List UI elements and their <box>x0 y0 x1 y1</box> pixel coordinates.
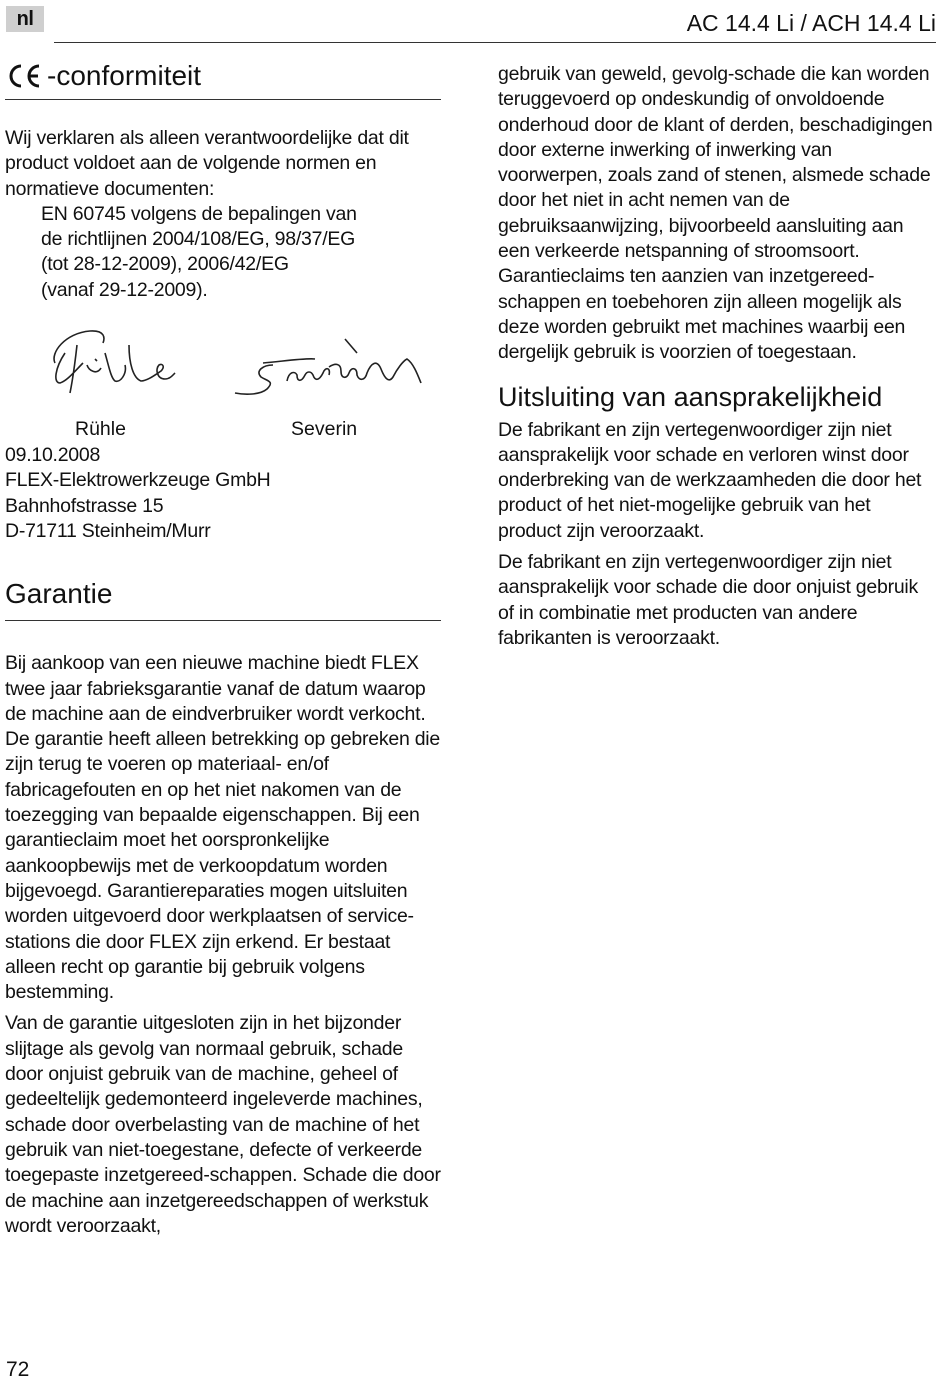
right-column <box>498 62 938 651</box>
garantie-paragraph: Van de garantie uitgesloten zijn in het bijzonder slijtage als gevolg van normaal gebruik, schade door onjuist gebruik van de machine, geheel of gedeeltelijk gedemonteerd ingeleverde machines, schade door overbelasting van de machine of het gebruik van niet-toegestane, defecte of verkeerde toegepaste inzetgereed-schappen. Schade die door de machine aan inzetgereedschappen of werkstuk wordt veroorzaakt, <box>5 1012 441 1237</box>
signer-name: Rühle <box>75 418 126 441</box>
ce-mark-icon <box>5 63 43 89</box>
ce-intro: Wij verklaren als alleen verantwoordelijke dat dit product voldoet aan de volgende normen en normatieve documenten: <box>5 127 409 200</box>
ce-norm-line: (vanaf 29-12-2009). <box>41 278 208 301</box>
ce-norm-line: de richtlijnen 2004/108/EG, 98/37/EG <box>41 228 356 251</box>
page-number: 72 <box>6 1358 30 1381</box>
liability-paragraph: De fabrikant en zijn vertegenwoordiger zijn niet aansprakelijk voor schade en verloren winst door onderbreking van de werkzaamheden die door het product of het niet-mogelijke gebruik van het product zijn veroorzaakt. <box>498 418 922 542</box>
garantie-paragraph: Bij aankoop van een nieuwe machine biedt FLEX twee jaar fabrieksgarantie vanaf de datum waarop de machine aan de eindverbruiker wordt verkocht. De garantie heeft alleen betrekking op gebreken die zijn terug te voeren op materiaal- en/of fabricagefouten en op het niet nakomen van de toezegging van bepaalde eigenschappen. Bij een garantieclaim moet het oorspronkelijke aankoopbewijs met de verkoopdatum worden bijgevoegd. Garantiereparaties mogen uitsluiten worden uitgevoerd door werkplaatsen of service-stations die door FLEX zijn erkend. Er bestaat alleen recht op garantie bij gebruik volgens bestemming. <box>5 652 440 1004</box>
company-street: Bahnhofstrasse 15 <box>5 494 164 517</box>
ce-heading <box>5 58 441 94</box>
language-tag: nl <box>6 6 44 32</box>
signer-name: Severin <box>291 418 358 441</box>
handwritten-signatures <box>5 323 441 421</box>
company-name: FLEX-Elektrowerkzeuge GmbH <box>5 469 271 492</box>
header-divider <box>54 42 936 43</box>
company-city: D-71711 Steinheim/Murr <box>5 519 211 542</box>
ce-heading-text: -conformiteit <box>47 60 202 91</box>
liability-paragraph: De fabrikant en zijn vertegenwoordiger zijn niet aansprakelijk voor schade die door onjuist gebruik of in combinatie met producten van andere fabrikanten is veroorzaakt. <box>498 551 919 649</box>
model-title: AC 14.4 Li / ACH 14.4 Li <box>686 10 936 36</box>
garantie-continued: gebruik van geweld, gevolg-schade die kan worden teruggevoerd op ondeskundig of onvoldoende onderhoud door de klant of derden, beschadigingen door externe inwerking of inwerking van voorwerpen, zoals zand of stenen, alsmede schade door het niet in acht nemen van de gebruiksaanwijzing, bijvoorbeeld aansluiting aan een verkeerde netspanning of stroomsoort. <box>498 63 933 263</box>
garantie-continued: Garantieclaims ten aanzien van inzetgereed-schappen en toebehoren zijn alleen mogelijk als deze worden gebruikt met machines waarbij een dergelijk gebruik is voorzien of toegestaan. <box>498 265 906 364</box>
signatures <box>5 323 441 443</box>
left-column <box>5 58 441 1239</box>
ce-norm-line: (tot 28-12-2009), 2006/42/EG <box>41 253 289 276</box>
declaration-date: 09.10.2008 <box>5 444 101 467</box>
garantie-heading: Garantie <box>5 578 113 610</box>
ce-norm-line: EN 60745 volgens de bepalingen van <box>41 202 357 225</box>
liability-heading: Uitsluiting van aansprakelijkheid <box>498 381 883 412</box>
